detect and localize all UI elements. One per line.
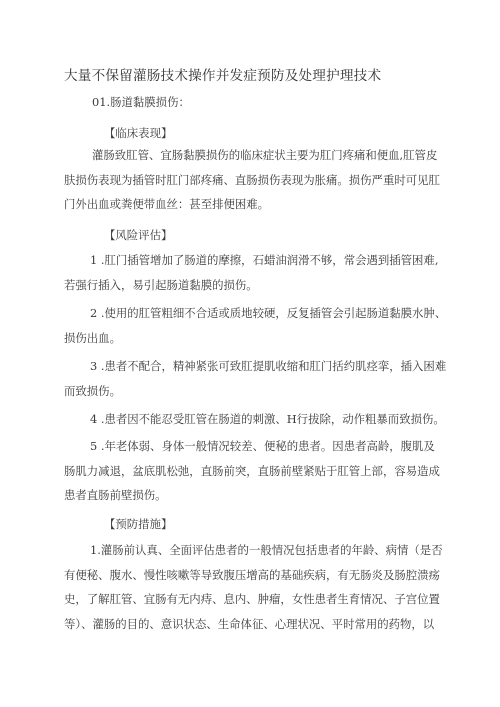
text-line: 有便秘、腹水、慢性咳嗽等导致腹压增高的基础疾病，有无肠炎及肠腔溃疡 (64, 567, 440, 582)
text-line: 损伤出血。 (64, 330, 121, 345)
text-line: 肤损伤表现为插管时肛门部疼痛、直肠损伤表现为胀痛。损伤严重时可见肛 (64, 172, 440, 187)
text-line: 灌肠致肛管、宜肠黏膜损伤的临床症状主要为肛门疼痛和便血,肛管皮 (92, 148, 438, 162)
text-line: 而致损伤。 (64, 383, 121, 398)
clinical-heading: 【临床表现】 (104, 126, 173, 140)
text-line: 门外出血或粪便带血丝：甚至排便困难。 (64, 197, 270, 211)
text-line: 4 .患者因不能忍受肛管在肠道的刺激、H行拔除，动作粗暴而致损伤。 (90, 412, 445, 426)
clinical-paragraph (64, 143, 440, 217)
risk-item-1 (64, 248, 438, 297)
text-line: 2 .使用的肛管粗细不合适或质地较硬，反复插管会引起肠道黏膜水肿、 (90, 306, 447, 320)
page-title: 大量不保留灌肠技术操作并发症预防及处理护理技术 (64, 68, 382, 84)
text-line: 史，了解肛管、宜肠有无内痔、息内、肿瘤，女性患者生育情况、子宫位置 (64, 592, 440, 606)
text-line: 1 .肛门插管增加了肠道的摩擦，石蜡油润滑不够，常会遇到插管困难, (90, 253, 439, 267)
risk-item-4 (64, 407, 445, 432)
text-line: 患者直肠前壁损伤。 (64, 488, 167, 502)
text-line: 若强行插入，易引起肠道黏膜的损伤。 (64, 277, 258, 292)
text-line: 等）、灌肠的目的、意识状态、生命体征、心理状况、平时常用的药物，以 (64, 616, 435, 631)
section-heading: 01.肠道黏膜损伤： (92, 95, 190, 109)
risk-item-5 (64, 434, 440, 508)
risk-item-2 (64, 301, 446, 350)
text-line: 5 .年老体弱、身体一般情况较差、便秘的患者。因患者高龄，腹肌及 (90, 439, 435, 453)
text-line: 肠肌力减退，盆底肌松弛，直肠前突，直肠前壁紧贴于肛管上部，容易造成 (64, 463, 440, 478)
prevention-heading: 【预防措施】 (104, 517, 173, 531)
risk-heading: 【风险评估】 (104, 228, 173, 242)
text-line: 3 .患者不配合，精神紧张可致肛提肌收缩和肛门括约肌痉挛，插入困难 (90, 359, 447, 373)
prevention-paragraph (64, 538, 443, 636)
risk-item-3 (64, 354, 446, 403)
text-line: 1.灌肠前认真、全面评估患者的一般情况包括患者的年龄、病情（是否 (90, 543, 443, 557)
